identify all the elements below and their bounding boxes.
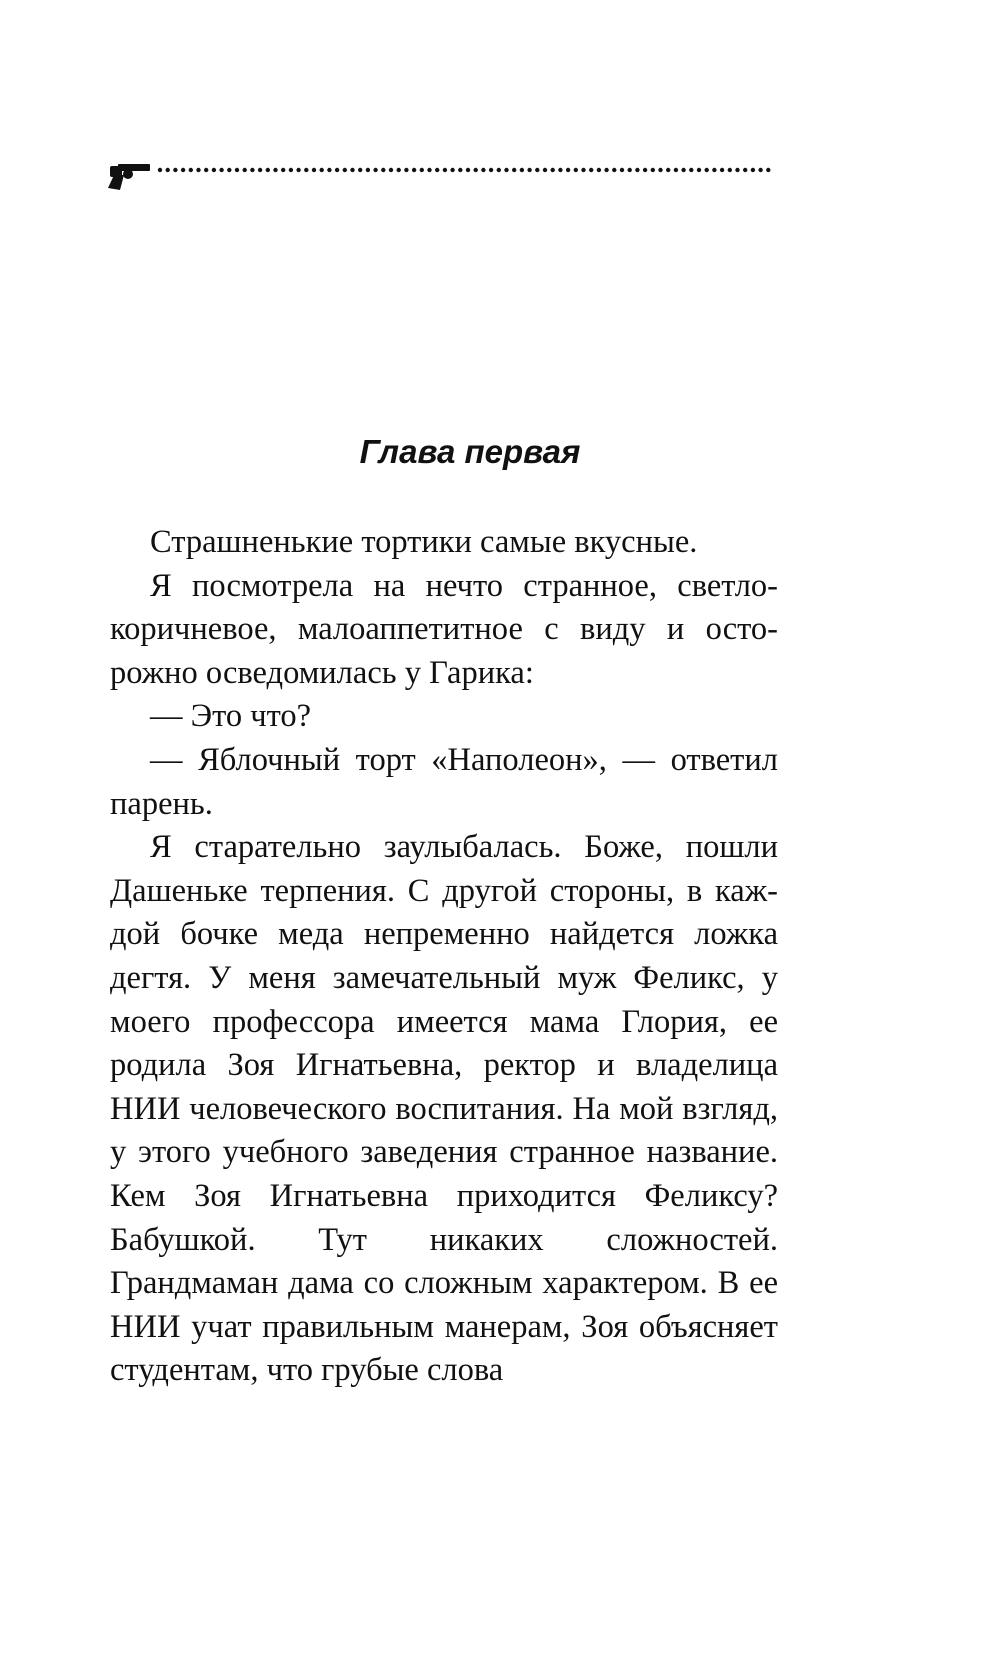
chapter-body [110, 521, 778, 1393]
dotted-rule [158, 168, 771, 172]
chapter-title: Глава первая [359, 433, 581, 470]
paragraph: Я посмотрела на нечто странное, светлокоричневое, малоаппетитное с виду и осторожно осведомилась у Гарика: [110, 567, 778, 691]
paragraph: Страшненькие тортики самые вкусные. [150, 524, 698, 560]
header-ornament-svg [108, 160, 788, 200]
paragraph: Я старательно заулыбалась. Боже, пошли Дашеньке терпения. С другой стороны, в каждой бочке меда непременно найдется ложка дегтя. У меня замечательный муж Феликс, у моего профессора имеется мама Глория, ее родила Зоя Игнатьевна, ректор и владелица НИИ человеческого воспитания. На мой взгляд, у этого учебного заведения странное название. Кем Зоя Игнатьевна приходится Феликсу? Бабушкой. Тут никаких сложностей. Грандмаман дама со сложным характером. В ее НИИ учат правильным манерам, Зоя объясняет студентам, что грубые слова [110, 829, 778, 1389]
header-ornament [108, 160, 788, 200]
revolver-icon [108, 164, 150, 190]
paragraph: — Яблочный торт «Наполеон», — ответил парень. [110, 741, 778, 822]
paragraph: — Это что? [150, 698, 312, 735]
